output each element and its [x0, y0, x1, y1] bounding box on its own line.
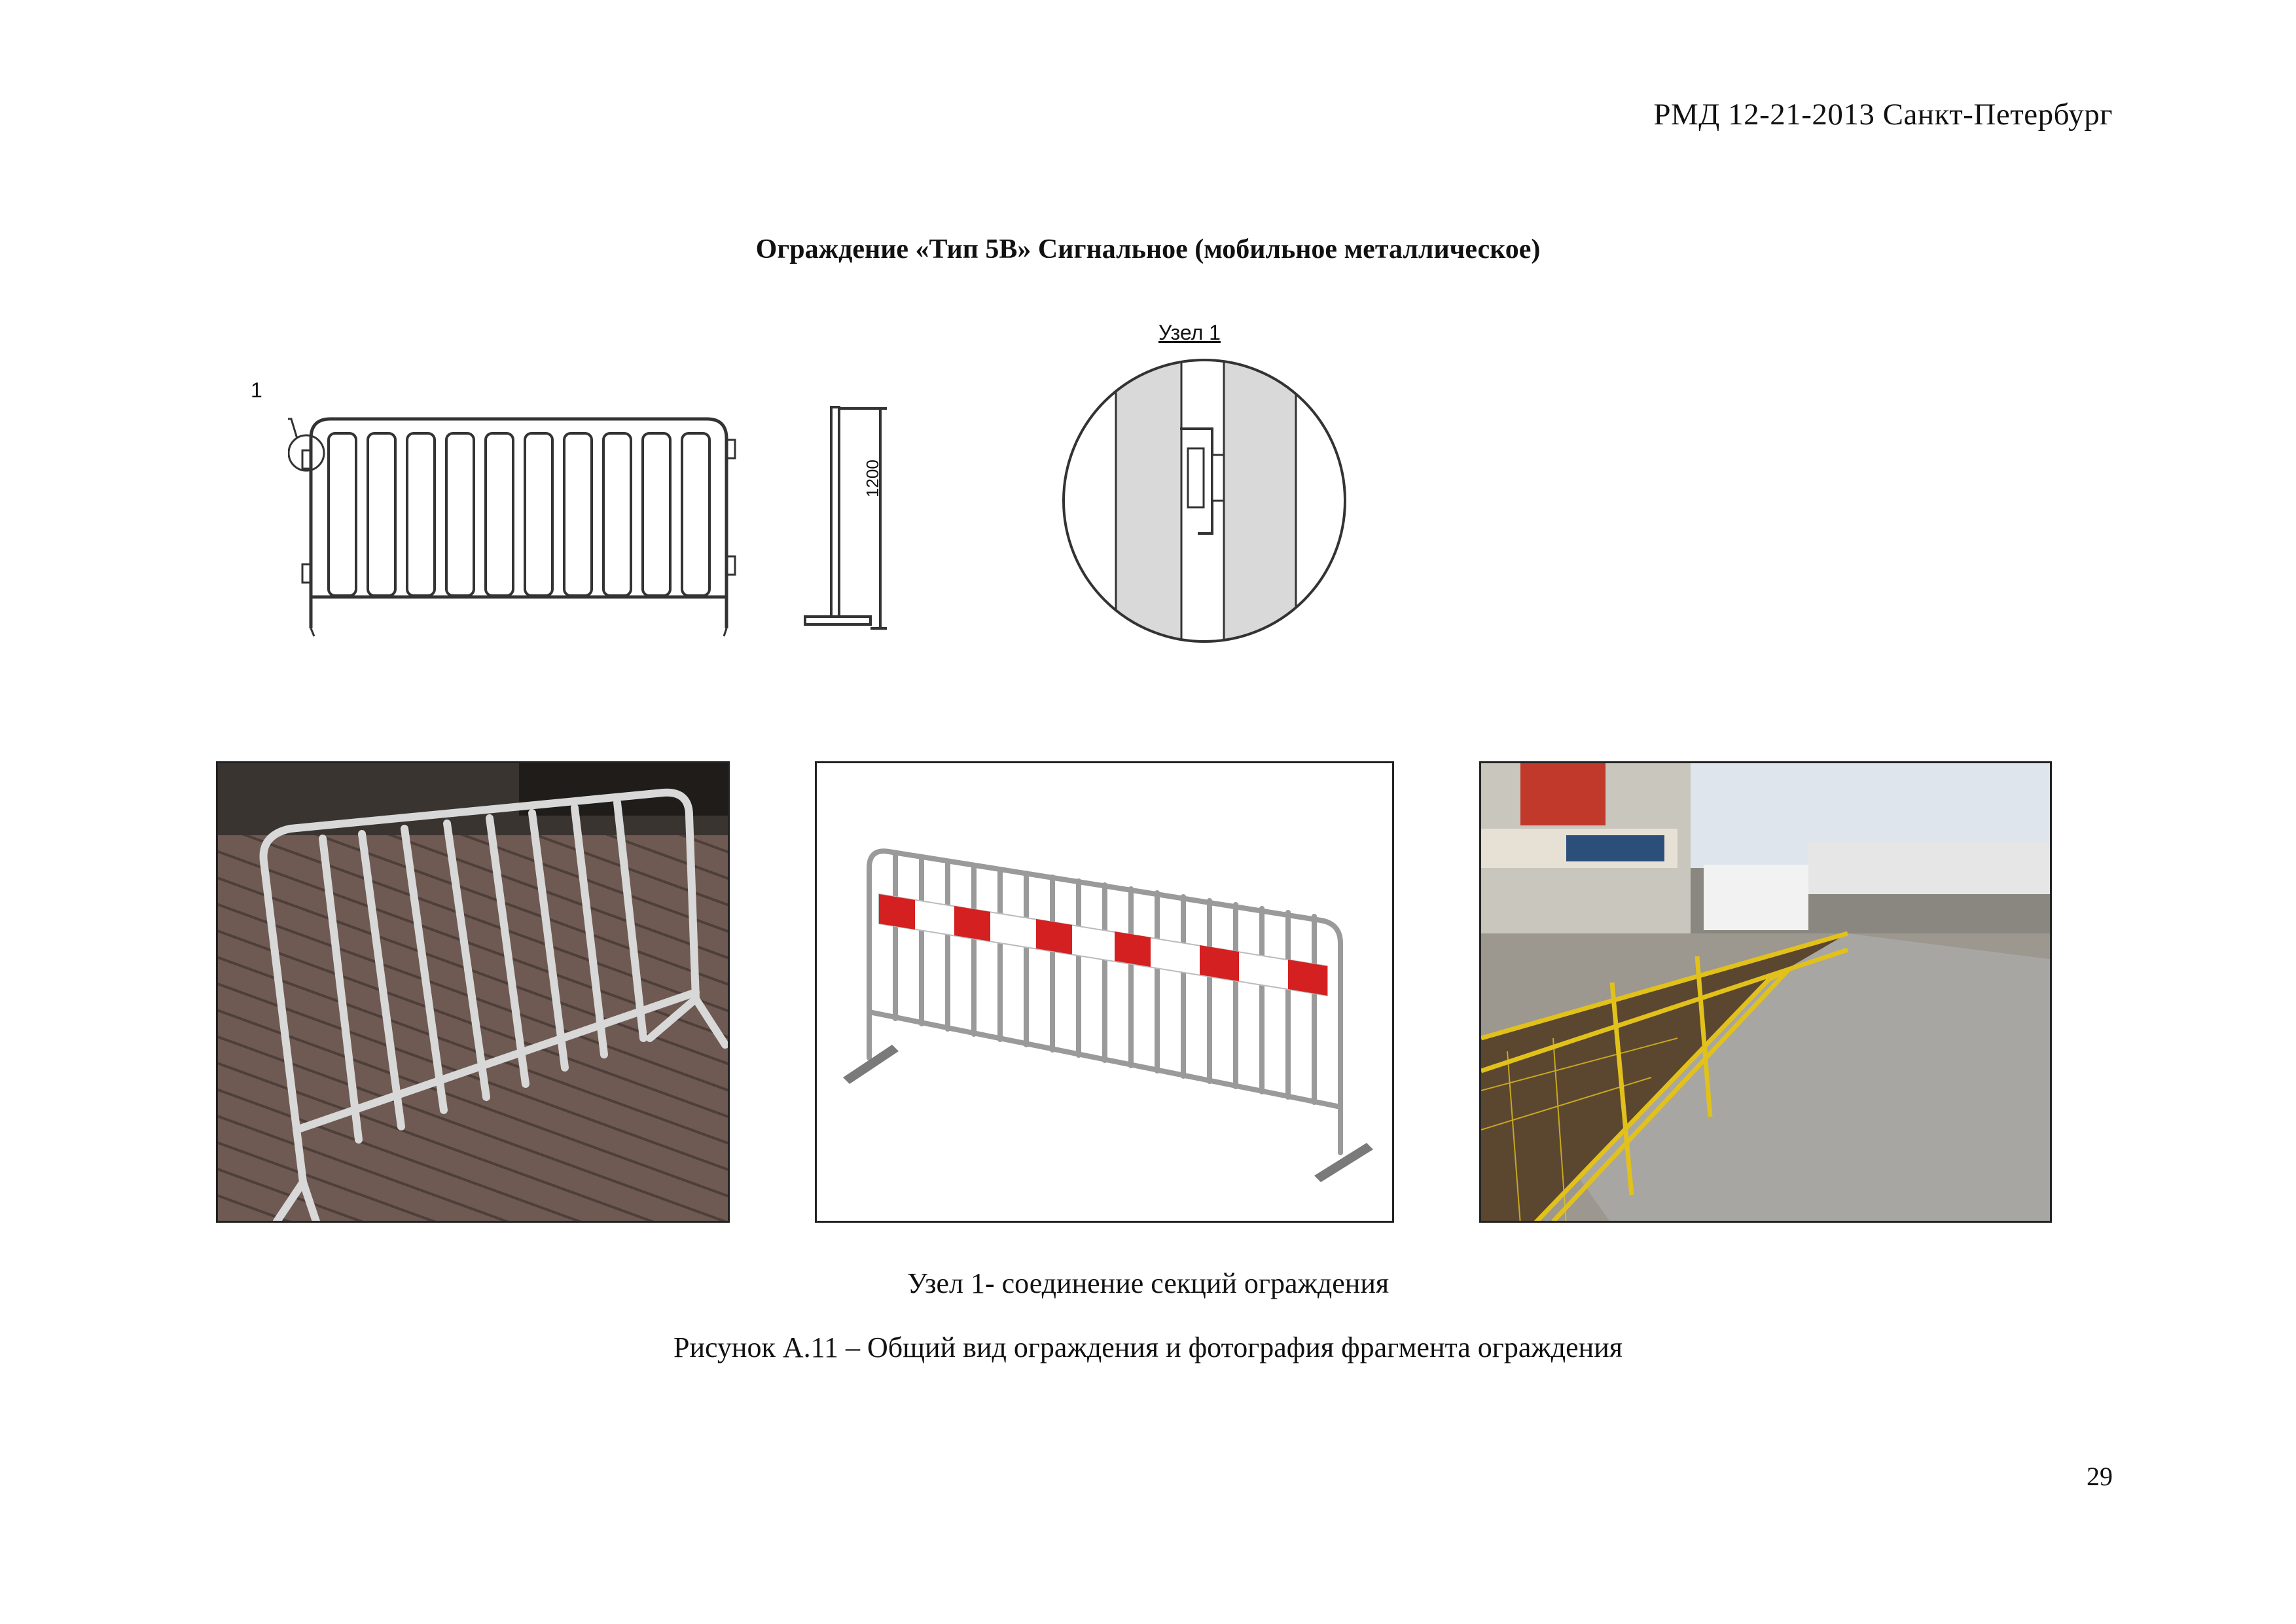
steel-barrier-photo — [216, 761, 730, 1223]
node-caption: Узел 1- соединение секций ограждения — [906, 1267, 1390, 1299]
node-label: Узел 1 — [1158, 321, 1221, 344]
figure-title: Ограждение «Тип 5В» Сигнальное (мобильное металлическое) — [755, 234, 1541, 264]
document-code: РМД 12-21-2013 Санкт-Петербург — [1653, 98, 2113, 132]
page-number: 29 — [2087, 1462, 2113, 1491]
yellow-barrier-street-photo — [1479, 761, 2052, 1223]
barrier-side-view-drawing — [792, 399, 897, 641]
node-1-detail-drawing — [1060, 357, 1348, 651]
barrier-with-red-white-stripes-photo — [815, 761, 1394, 1223]
callout-number: 1 — [251, 378, 262, 402]
figure-caption: Рисунок А.11 – Общий вид ограждения и фотография фрагмента ограждения — [673, 1331, 1623, 1363]
height-dimension: 1200 — [863, 460, 882, 497]
barrier-front-view-drawing — [288, 399, 759, 641]
